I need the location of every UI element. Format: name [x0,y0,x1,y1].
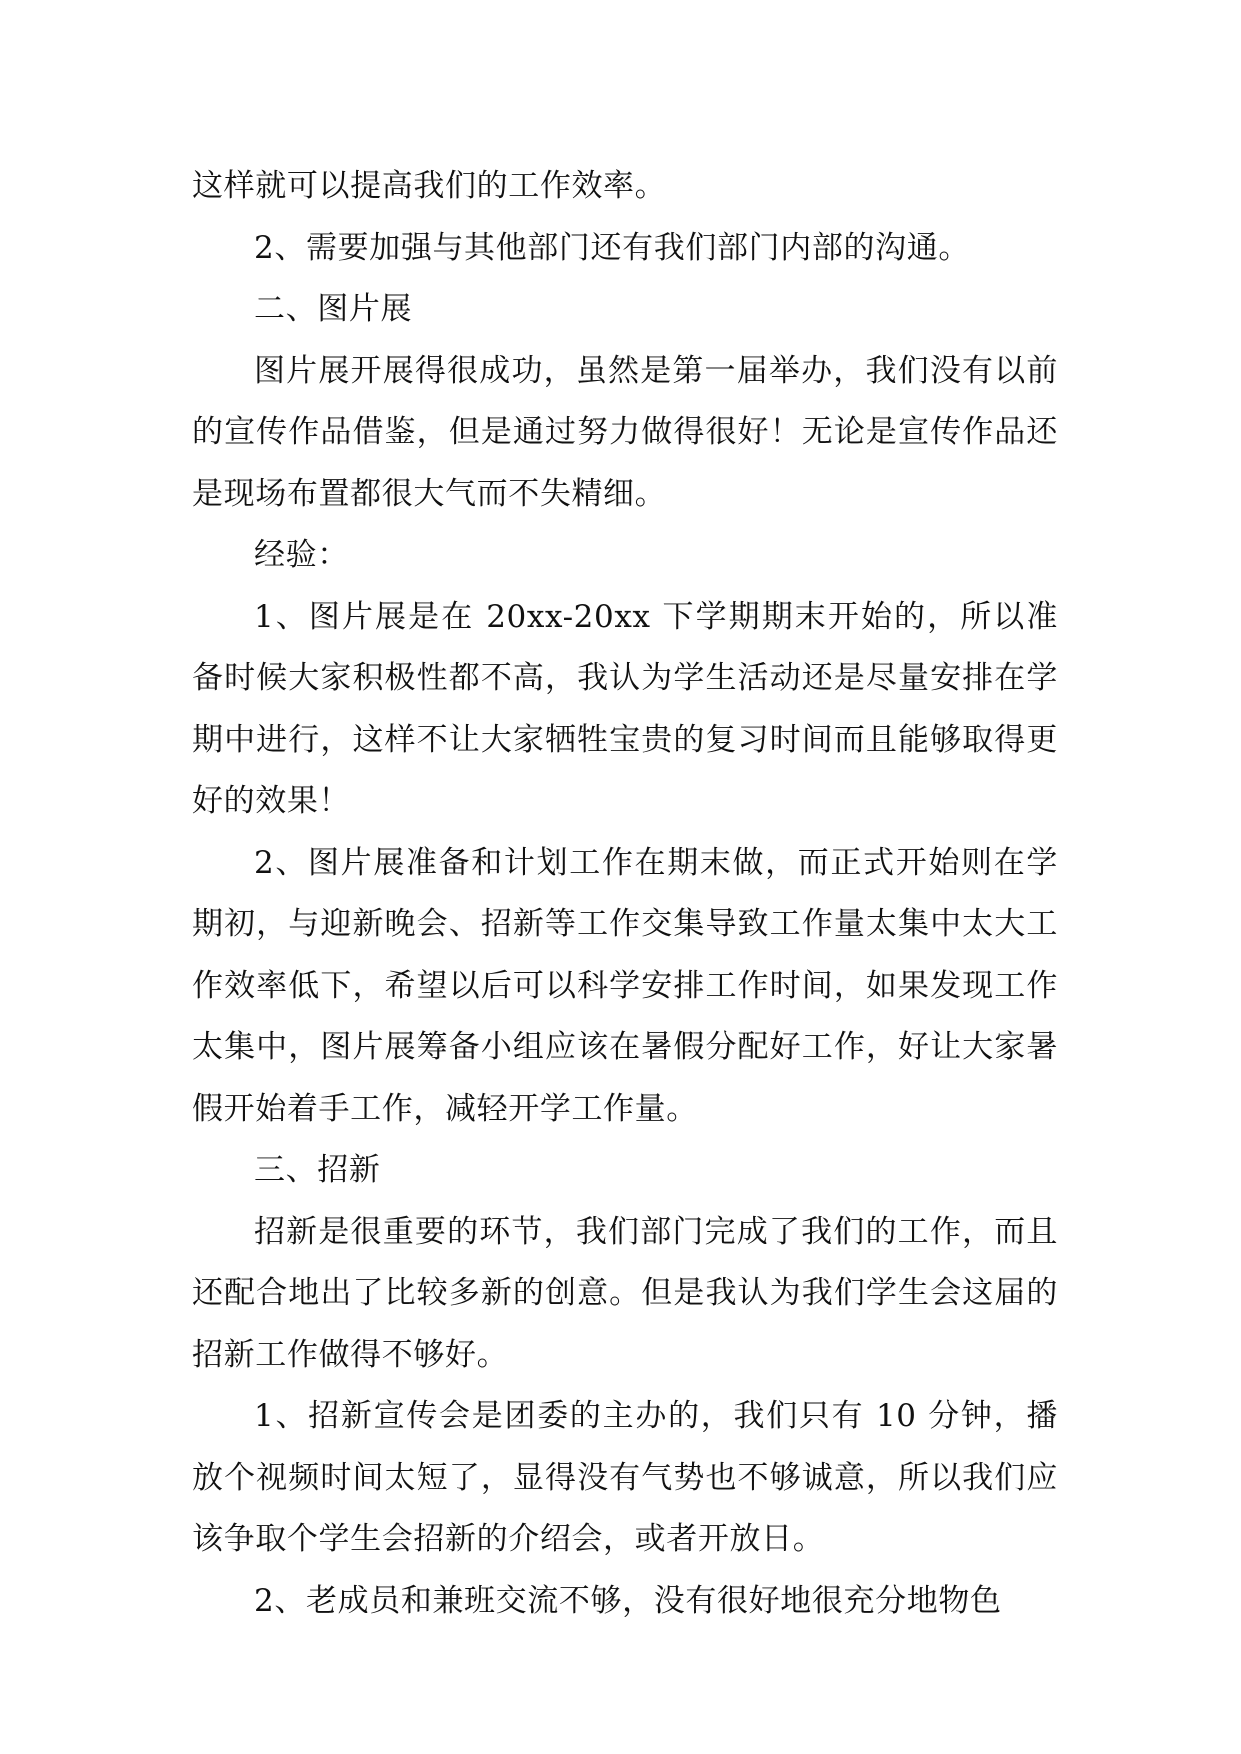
paragraph-communication: 2、需要加强与其他部门还有我们部门内部的沟通。 [254,229,970,266]
paragraph-photo-exhibition-summary: 图片展开展得很成功，虽然是第一届举办，我们没有以前的宣传作品借鉴，但是通过努力做得很好！无论是宣传作品还是现场布置都很大气而不失精细。 [192,352,1058,512]
subheading-experience: 经验： [254,537,349,573]
document-body [192,156,1058,1632]
paragraph-experience-1: 1、图片展是在 20xx-20xx 下学期期末开始的，所以准备时候大家积极性都不高，我认为学生活动还是尽量安排在学期中进行，这样不让大家牺牲宝贵的复习时间而且能够取得更好的效果！ [192,598,1058,819]
paragraph-recruitment-1: 1、招新宣传会是团委的主办的，我们只有 10 分钟，播放个视频时间太短了，显得没有气势也不够诚意，所以我们应该争取个学生会招新的介绍会，或者开放日。 [192,1398,1058,1557]
paragraph-recruitment-summary: 招新是很重要的环节，我们部门完成了我们的工作，而且还配合地出了比较多新的创意。但是我认为我们学生会这届的招新工作做得不够好。 [192,1213,1058,1373]
section-heading-photo-exhibition: 二、图片展 [254,291,413,327]
section-heading-recruitment: 三、招新 [254,1152,381,1188]
paragraph-experience-2: 2、图片展准备和计划工作在期末做，而正式开始则在学期初，与迎新晚会、招新等工作交集导致工作量太集中太大工作效率低下，希望以后可以科学安排工作时间，如果发现工作太集中，图片展筹备小组应该在暑假分配好工作，好让大家暑假开始着手工作，减轻开学工作量。 [192,844,1058,1127]
paragraph-recruitment-2: 2、老成员和兼班交流不够，没有很好地很充分地物色 [254,1582,1002,1619]
paragraph-continuation: 这样就可以提高我们的工作效率。 [192,168,667,204]
